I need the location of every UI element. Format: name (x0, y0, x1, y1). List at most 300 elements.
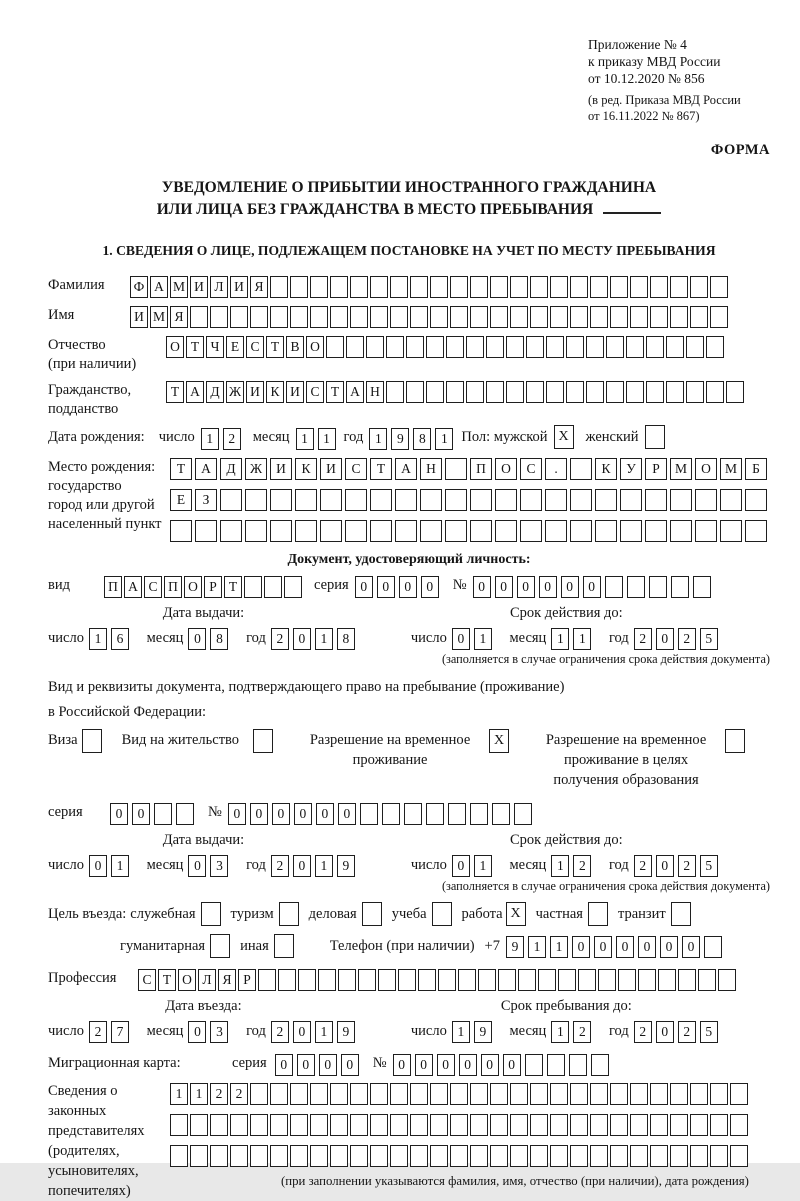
char-cell[interactable] (498, 969, 516, 991)
char-cell[interactable] (545, 489, 567, 511)
char-cell[interactable] (190, 1114, 208, 1136)
char-cell[interactable] (210, 1114, 228, 1136)
char-cell[interactable] (450, 1083, 468, 1105)
char-cell[interactable] (310, 276, 328, 298)
char-cell[interactable]: 9 (337, 855, 355, 877)
char-cell[interactable] (698, 969, 716, 991)
char-cell[interactable] (358, 969, 376, 991)
char-cell[interactable] (650, 1083, 668, 1105)
char-cell[interactable]: 0 (297, 1054, 315, 1076)
char-cell[interactable] (510, 306, 528, 328)
char-cell[interactable]: К (595, 458, 617, 480)
char-cell[interactable] (569, 1054, 587, 1076)
char-cell[interactable] (270, 276, 288, 298)
char-cell[interactable]: 3 (210, 855, 228, 877)
char-cell[interactable]: О (178, 969, 196, 991)
char-cell[interactable] (284, 576, 302, 598)
char-cell[interactable] (586, 336, 604, 358)
char-cell[interactable] (170, 1114, 188, 1136)
char-cell[interactable]: А (346, 381, 364, 403)
char-cell[interactable] (730, 1083, 748, 1105)
char-cell[interactable]: 0 (275, 1054, 293, 1076)
char-cell[interactable] (506, 336, 524, 358)
char-cell[interactable] (278, 969, 296, 991)
char-cell[interactable]: 9 (337, 1021, 355, 1043)
char-cell[interactable] (558, 969, 576, 991)
char-cell[interactable] (410, 276, 428, 298)
purpose-study-checkbox[interactable] (432, 902, 452, 926)
char-cell[interactable] (270, 1083, 288, 1105)
residence-permit-checkbox[interactable] (253, 729, 273, 753)
char-cell[interactable]: 0 (341, 1054, 359, 1076)
char-cell[interactable] (458, 969, 476, 991)
char-cell[interactable] (406, 381, 424, 403)
purpose-other-checkbox[interactable] (274, 934, 294, 958)
char-cell[interactable] (426, 336, 444, 358)
char-cell[interactable]: А (195, 458, 217, 480)
char-cell[interactable] (490, 306, 508, 328)
char-cell[interactable]: 3 (210, 1021, 228, 1043)
char-cell[interactable]: 0 (437, 1054, 455, 1076)
char-cell[interactable]: 0 (561, 576, 579, 598)
char-cell[interactable] (658, 969, 676, 991)
char-cell[interactable]: Я (170, 306, 188, 328)
char-cell[interactable]: И (230, 276, 248, 298)
char-cell[interactable] (176, 803, 194, 825)
char-cell[interactable]: 0 (594, 936, 612, 958)
char-cell[interactable]: И (246, 381, 264, 403)
char-cell[interactable] (726, 381, 744, 403)
char-cell[interactable]: 0 (188, 1021, 206, 1043)
char-cell[interactable] (430, 306, 448, 328)
char-cell[interactable]: 7 (111, 1021, 129, 1043)
char-cell[interactable] (290, 276, 308, 298)
char-cell[interactable] (590, 306, 608, 328)
purpose-official-checkbox[interactable] (201, 902, 221, 926)
char-cell[interactable] (395, 489, 417, 511)
char-cell[interactable] (595, 489, 617, 511)
char-cell[interactable] (250, 1145, 268, 1167)
char-cell[interactable] (448, 803, 466, 825)
char-cell[interactable] (390, 1083, 408, 1105)
char-cell[interactable] (670, 489, 692, 511)
char-cell[interactable] (430, 276, 448, 298)
char-cell[interactable] (720, 489, 742, 511)
char-cell[interactable]: 1 (474, 628, 492, 650)
char-cell[interactable]: 6 (111, 628, 129, 650)
char-cell[interactable]: Л (198, 969, 216, 991)
char-cell[interactable]: 2 (89, 1021, 107, 1043)
char-cell[interactable] (386, 381, 404, 403)
char-cell[interactable]: 2 (573, 1021, 591, 1043)
char-cell[interactable]: О (695, 458, 717, 480)
char-cell[interactable]: 0 (338, 803, 356, 825)
char-cell[interactable] (566, 381, 584, 403)
char-cell[interactable]: Я (250, 276, 268, 298)
char-cell[interactable] (195, 520, 217, 542)
char-cell[interactable] (610, 306, 628, 328)
char-cell[interactable] (330, 276, 348, 298)
char-cell[interactable]: 2 (678, 855, 696, 877)
char-cell[interactable] (510, 1114, 528, 1136)
char-cell[interactable] (546, 336, 564, 358)
char-cell[interactable]: 1 (315, 628, 333, 650)
char-cell[interactable] (245, 489, 267, 511)
char-cell[interactable] (570, 1114, 588, 1136)
char-cell[interactable] (426, 381, 444, 403)
char-cell[interactable]: 2 (678, 628, 696, 650)
char-cell[interactable]: 1 (551, 855, 569, 877)
char-cell[interactable] (530, 1145, 548, 1167)
char-cell[interactable]: Р (238, 969, 256, 991)
char-cell[interactable] (605, 576, 623, 598)
char-cell[interactable] (718, 969, 736, 991)
char-cell[interactable] (620, 489, 642, 511)
char-cell[interactable] (450, 306, 468, 328)
char-cell[interactable] (578, 969, 596, 991)
char-cell[interactable]: 2 (210, 1083, 228, 1105)
char-cell[interactable] (220, 489, 242, 511)
char-cell[interactable] (330, 1114, 348, 1136)
char-cell[interactable] (290, 1114, 308, 1136)
char-cell[interactable] (693, 576, 711, 598)
temp-residence-education-checkbox[interactable] (725, 729, 745, 753)
char-cell[interactable] (695, 489, 717, 511)
char-cell[interactable]: 2 (634, 628, 652, 650)
char-cell[interactable] (470, 306, 488, 328)
char-cell[interactable]: Ф (130, 276, 148, 298)
char-cell[interactable]: 2 (223, 428, 241, 450)
char-cell[interactable] (550, 1114, 568, 1136)
char-cell[interactable] (695, 520, 717, 542)
char-cell[interactable] (350, 1114, 368, 1136)
char-cell[interactable] (430, 1083, 448, 1105)
char-cell[interactable] (406, 336, 424, 358)
char-cell[interactable] (450, 276, 468, 298)
char-cell[interactable]: С (144, 576, 162, 598)
char-cell[interactable]: 1 (528, 936, 546, 958)
char-cell[interactable] (678, 969, 696, 991)
char-cell[interactable] (270, 489, 292, 511)
char-cell[interactable] (310, 306, 328, 328)
char-cell[interactable]: Д (206, 381, 224, 403)
char-cell[interactable] (370, 1145, 388, 1167)
char-cell[interactable] (704, 936, 722, 958)
char-cell[interactable] (378, 969, 396, 991)
char-cell[interactable]: А (395, 458, 417, 480)
char-cell[interactable] (490, 1145, 508, 1167)
char-cell[interactable]: 0 (319, 1054, 337, 1076)
char-cell[interactable]: 1 (296, 428, 314, 450)
char-cell[interactable] (370, 276, 388, 298)
purpose-business-checkbox[interactable] (362, 902, 382, 926)
char-cell[interactable]: М (150, 306, 168, 328)
char-cell[interactable]: 0 (421, 576, 439, 598)
char-cell[interactable]: Н (366, 381, 384, 403)
char-cell[interactable] (730, 1145, 748, 1167)
char-cell[interactable] (445, 489, 467, 511)
char-cell[interactable] (666, 381, 684, 403)
char-cell[interactable] (295, 489, 317, 511)
char-cell[interactable]: 1 (111, 855, 129, 877)
char-cell[interactable]: 0 (293, 628, 311, 650)
temp-residence-checkbox[interactable]: X (489, 729, 509, 753)
char-cell[interactable]: 2 (271, 1021, 289, 1043)
char-cell[interactable] (446, 381, 464, 403)
char-cell[interactable] (645, 489, 667, 511)
char-cell[interactable] (360, 803, 378, 825)
char-cell[interactable] (670, 306, 688, 328)
char-cell[interactable]: Я (218, 969, 236, 991)
char-cell[interactable]: 1 (89, 628, 107, 650)
char-cell[interactable] (530, 1114, 548, 1136)
char-cell[interactable] (690, 1083, 708, 1105)
char-cell[interactable] (547, 1054, 565, 1076)
char-cell[interactable] (190, 306, 208, 328)
char-cell[interactable] (518, 969, 536, 991)
char-cell[interactable]: 8 (413, 428, 431, 450)
char-cell[interactable] (550, 1083, 568, 1105)
char-cell[interactable] (398, 969, 416, 991)
char-cell[interactable] (610, 1145, 628, 1167)
char-cell[interactable] (626, 381, 644, 403)
char-cell[interactable]: 1 (435, 428, 453, 450)
char-cell[interactable]: 1 (315, 855, 333, 877)
char-cell[interactable] (626, 336, 644, 358)
char-cell[interactable]: 1 (201, 428, 219, 450)
char-cell[interactable] (320, 489, 342, 511)
char-cell[interactable] (590, 1083, 608, 1105)
char-cell[interactable]: . (545, 458, 567, 480)
char-cell[interactable]: 9 (506, 936, 524, 958)
char-cell[interactable]: П (104, 576, 122, 598)
char-cell[interactable] (710, 306, 728, 328)
char-cell[interactable]: И (130, 306, 148, 328)
char-cell[interactable] (250, 306, 268, 328)
purpose-work-checkbox[interactable]: X (506, 902, 526, 926)
char-cell[interactable]: О (306, 336, 324, 358)
char-cell[interactable]: И (190, 276, 208, 298)
char-cell[interactable] (620, 520, 642, 542)
char-cell[interactable] (570, 520, 592, 542)
char-cell[interactable]: Е (170, 489, 192, 511)
char-cell[interactable] (310, 1114, 328, 1136)
char-cell[interactable] (645, 520, 667, 542)
char-cell[interactable] (338, 969, 356, 991)
char-cell[interactable] (492, 803, 510, 825)
char-cell[interactable] (245, 520, 267, 542)
char-cell[interactable] (686, 381, 704, 403)
char-cell[interactable] (591, 1054, 609, 1076)
char-cell[interactable]: 0 (293, 855, 311, 877)
char-cell[interactable] (538, 969, 556, 991)
char-cell[interactable] (298, 969, 316, 991)
char-cell[interactable]: Л (210, 276, 228, 298)
char-cell[interactable] (650, 1114, 668, 1136)
char-cell[interactable] (710, 1145, 728, 1167)
char-cell[interactable] (295, 520, 317, 542)
char-cell[interactable] (670, 1114, 688, 1136)
char-cell[interactable]: Т (186, 336, 204, 358)
char-cell[interactable] (638, 969, 656, 991)
purpose-private-checkbox[interactable] (588, 902, 608, 926)
char-cell[interactable]: 2 (271, 855, 289, 877)
char-cell[interactable] (478, 969, 496, 991)
char-cell[interactable]: П (470, 458, 492, 480)
char-cell[interactable] (627, 576, 645, 598)
char-cell[interactable]: Д (220, 458, 242, 480)
char-cell[interactable]: 0 (656, 1021, 674, 1043)
char-cell[interactable] (618, 969, 636, 991)
char-cell[interactable] (666, 336, 684, 358)
char-cell[interactable] (610, 1114, 628, 1136)
char-cell[interactable]: 0 (228, 803, 246, 825)
char-cell[interactable] (490, 1083, 508, 1105)
char-cell[interactable]: 0 (250, 803, 268, 825)
char-cell[interactable]: 0 (452, 855, 470, 877)
char-cell[interactable] (290, 1145, 308, 1167)
char-cell[interactable]: Т (170, 458, 192, 480)
char-cell[interactable] (566, 336, 584, 358)
char-cell[interactable] (650, 1145, 668, 1167)
char-cell[interactable]: 2 (230, 1083, 248, 1105)
char-cell[interactable]: 1 (190, 1083, 208, 1105)
char-cell[interactable] (690, 1145, 708, 1167)
char-cell[interactable] (510, 1145, 528, 1167)
char-cell[interactable]: 2 (271, 628, 289, 650)
char-cell[interactable]: 2 (634, 1021, 652, 1043)
char-cell[interactable]: 5 (700, 628, 718, 650)
char-cell[interactable] (445, 458, 467, 480)
char-cell[interactable] (330, 1145, 348, 1167)
char-cell[interactable] (526, 336, 544, 358)
char-cell[interactable]: М (170, 276, 188, 298)
char-cell[interactable]: 5 (700, 855, 718, 877)
char-cell[interactable] (410, 1114, 428, 1136)
char-cell[interactable] (446, 336, 464, 358)
purpose-humanitarian-checkbox[interactable] (210, 934, 230, 958)
char-cell[interactable] (404, 803, 422, 825)
char-cell[interactable]: 0 (517, 576, 535, 598)
char-cell[interactable]: Т (158, 969, 176, 991)
char-cell[interactable]: К (266, 381, 284, 403)
char-cell[interactable]: 1 (369, 428, 387, 450)
char-cell[interactable] (646, 336, 664, 358)
char-cell[interactable] (745, 489, 767, 511)
char-cell[interactable] (270, 1114, 288, 1136)
char-cell[interactable]: 0 (89, 855, 107, 877)
char-cell[interactable] (330, 306, 348, 328)
char-cell[interactable]: 0 (481, 1054, 499, 1076)
char-cell[interactable]: Т (266, 336, 284, 358)
char-cell[interactable] (346, 336, 364, 358)
char-cell[interactable] (310, 1145, 328, 1167)
char-cell[interactable]: 5 (700, 1021, 718, 1043)
char-cell[interactable] (270, 520, 292, 542)
char-cell[interactable] (220, 520, 242, 542)
char-cell[interactable] (390, 276, 408, 298)
char-cell[interactable] (525, 1054, 543, 1076)
char-cell[interactable] (526, 381, 544, 403)
char-cell[interactable] (370, 489, 392, 511)
char-cell[interactable] (570, 1145, 588, 1167)
char-cell[interactable]: 0 (188, 628, 206, 650)
char-cell[interactable] (745, 520, 767, 542)
char-cell[interactable] (486, 336, 504, 358)
char-cell[interactable]: 0 (638, 936, 656, 958)
char-cell[interactable]: 8 (337, 628, 355, 650)
char-cell[interactable] (430, 1145, 448, 1167)
char-cell[interactable]: И (320, 458, 342, 480)
char-cell[interactable] (290, 306, 308, 328)
char-cell[interactable]: 0 (459, 1054, 477, 1076)
char-cell[interactable]: 1 (452, 1021, 470, 1043)
char-cell[interactable] (230, 306, 248, 328)
char-cell[interactable] (606, 336, 624, 358)
char-cell[interactable] (210, 306, 228, 328)
char-cell[interactable] (550, 276, 568, 298)
char-cell[interactable] (190, 1145, 208, 1167)
char-cell[interactable] (606, 381, 624, 403)
char-cell[interactable] (450, 1145, 468, 1167)
char-cell[interactable] (370, 1083, 388, 1105)
char-cell[interactable]: 2 (573, 855, 591, 877)
char-cell[interactable]: Т (326, 381, 344, 403)
char-cell[interactable]: Б (745, 458, 767, 480)
char-cell[interactable] (514, 803, 532, 825)
char-cell[interactable] (706, 381, 724, 403)
char-cell[interactable] (390, 306, 408, 328)
char-cell[interactable] (510, 276, 528, 298)
char-cell[interactable] (570, 489, 592, 511)
char-cell[interactable]: 8 (210, 628, 228, 650)
char-cell[interactable]: 0 (503, 1054, 521, 1076)
char-cell[interactable]: П (164, 576, 182, 598)
char-cell[interactable] (264, 576, 282, 598)
char-cell[interactable] (546, 381, 564, 403)
char-cell[interactable] (590, 1114, 608, 1136)
char-cell[interactable] (490, 276, 508, 298)
char-cell[interactable]: 0 (316, 803, 334, 825)
char-cell[interactable]: О (184, 576, 202, 598)
char-cell[interactable]: 0 (656, 628, 674, 650)
char-cell[interactable]: 0 (473, 576, 491, 598)
char-cell[interactable] (630, 306, 648, 328)
char-cell[interactable] (470, 1083, 488, 1105)
char-cell[interactable]: Е (226, 336, 244, 358)
char-cell[interactable]: А (124, 576, 142, 598)
char-cell[interactable]: 1 (318, 428, 336, 450)
char-cell[interactable]: 0 (272, 803, 290, 825)
char-cell[interactable]: 1 (573, 628, 591, 650)
char-cell[interactable]: А (150, 276, 168, 298)
char-cell[interactable] (445, 520, 467, 542)
char-cell[interactable] (390, 1114, 408, 1136)
char-cell[interactable] (450, 1114, 468, 1136)
char-cell[interactable] (350, 1145, 368, 1167)
char-cell[interactable] (345, 520, 367, 542)
char-cell[interactable] (710, 1114, 728, 1136)
char-cell[interactable] (646, 381, 664, 403)
char-cell[interactable]: 0 (415, 1054, 433, 1076)
char-cell[interactable]: 1 (315, 1021, 333, 1043)
char-cell[interactable]: Т (166, 381, 184, 403)
char-cell[interactable]: 2 (634, 855, 652, 877)
char-cell[interactable]: Р (204, 576, 222, 598)
char-cell[interactable] (610, 1083, 628, 1105)
char-cell[interactable]: 0 (110, 803, 128, 825)
char-cell[interactable] (258, 969, 276, 991)
